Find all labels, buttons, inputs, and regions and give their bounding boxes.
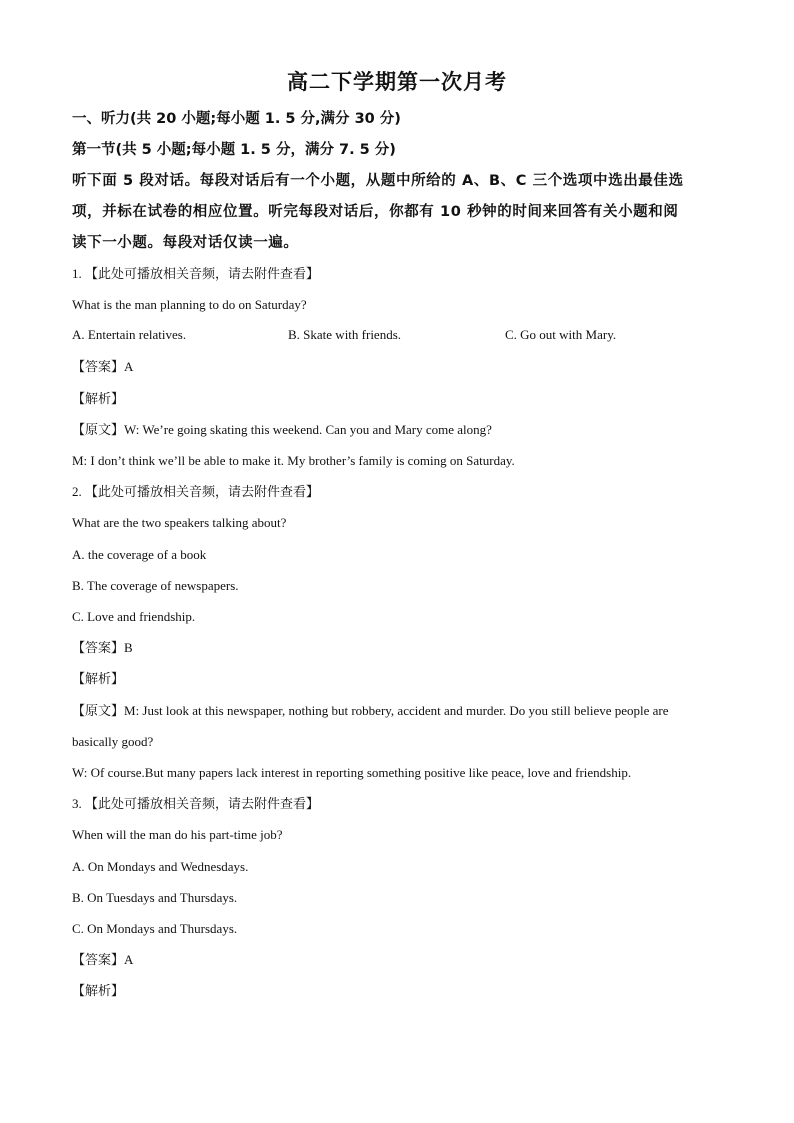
section-heading: 一、听力(共 20 小题;每小题 1. 5 分,满分 30 分) xyxy=(72,111,401,127)
answer-label: 【答案】 xyxy=(72,953,125,968)
question-3-option-b: B. On Tuesdays and Thursdays. xyxy=(72,890,238,905)
question-3-analysis xyxy=(72,982,124,1001)
question-1-stem: What is the man planning to do on Saturday? xyxy=(72,297,307,312)
question-3-answer xyxy=(72,951,133,970)
question-2-transcript-1 xyxy=(72,702,669,721)
question-1-options xyxy=(72,327,722,345)
audio-note[interactable]: 【此处可播放相关音频，请去附件查看】 xyxy=(85,267,320,282)
question-number: 3. xyxy=(72,796,82,811)
transcript-text: M: Just look at this newspaper, nothing but robbery, accident and murder. Do you still believe people are xyxy=(124,703,669,718)
instructions-line-1: 听下面 5 段对话。每段对话后有一个小题，从题中所给的 A、B、C 三个选项中选出最佳选 xyxy=(72,173,684,189)
instructions-line-3: 读下一小题。每段对话仅读一遍。 xyxy=(72,235,299,251)
question-1-transcript-2: M: I don’t think we’ll be able to make it. My brother’s family is coming on Saturday. xyxy=(72,453,515,468)
question-1-header xyxy=(72,265,319,284)
question-1-transcript-1 xyxy=(72,421,492,440)
question-1-answer xyxy=(72,358,133,377)
page-title: 高二下学期第一次月考 xyxy=(287,69,507,94)
question-2-option-b: B. The coverage of newspapers. xyxy=(72,578,239,593)
audio-note[interactable]: 【此处可播放相关音频，请去附件查看】 xyxy=(85,797,320,812)
transcript-label: 【原文】 xyxy=(72,423,125,438)
question-2-analysis xyxy=(72,670,124,689)
transcript-text: W: We’re going skating this weekend. Can you and Mary come along? xyxy=(124,422,492,437)
analysis-label: 【解析】 xyxy=(72,984,125,999)
answer-label: 【答案】 xyxy=(72,360,125,375)
option-c: C. Go out with Mary. xyxy=(505,327,617,342)
question-2-stem: What are the two speakers talking about? xyxy=(72,515,287,530)
transcript-label: 【原文】 xyxy=(72,704,125,719)
question-2-transcript-2: basically good? xyxy=(72,734,154,749)
part-heading: 第一节(共 5 小题;每小题 1. 5 分，满分 7. 5 分) xyxy=(72,142,396,158)
question-2-transcript-3: W: Of course.But many papers lack interest in reporting something positive like peace, love and friendship. xyxy=(72,765,632,780)
analysis-label: 【解析】 xyxy=(72,392,125,407)
question-3-option-c: C. On Mondays and Thursdays. xyxy=(72,921,238,936)
option-b: B. Skate with friends. xyxy=(288,327,402,342)
question-2-answer xyxy=(72,639,133,658)
audio-note[interactable]: 【此处可播放相关音频，请去附件查看】 xyxy=(85,485,320,500)
question-2-option-c: C. Love and friendship. xyxy=(72,609,196,624)
question-3-header xyxy=(72,795,319,814)
question-2-header xyxy=(72,483,319,502)
analysis-label: 【解析】 xyxy=(72,672,125,687)
instructions-line-2: 项，并标在试卷的相应位置。听完每段对话后，你都有 10 秒钟的时间来回答有关小题和阅 xyxy=(72,204,679,220)
answer-value: A xyxy=(124,952,134,967)
question-1-analysis xyxy=(72,390,124,409)
question-number: 2. xyxy=(72,484,82,499)
question-number: 1. xyxy=(72,266,82,281)
answer-value: A xyxy=(124,359,134,374)
question-3-option-a: A. On Mondays and Wednesdays. xyxy=(72,859,249,874)
option-a: A. Entertain relatives. xyxy=(72,327,187,342)
question-3-stem: When will the man do his part-time job? xyxy=(72,827,283,842)
answer-label: 【答案】 xyxy=(72,641,125,656)
question-2-option-a: A. the coverage of a book xyxy=(72,547,207,562)
answer-value: B xyxy=(124,640,133,655)
